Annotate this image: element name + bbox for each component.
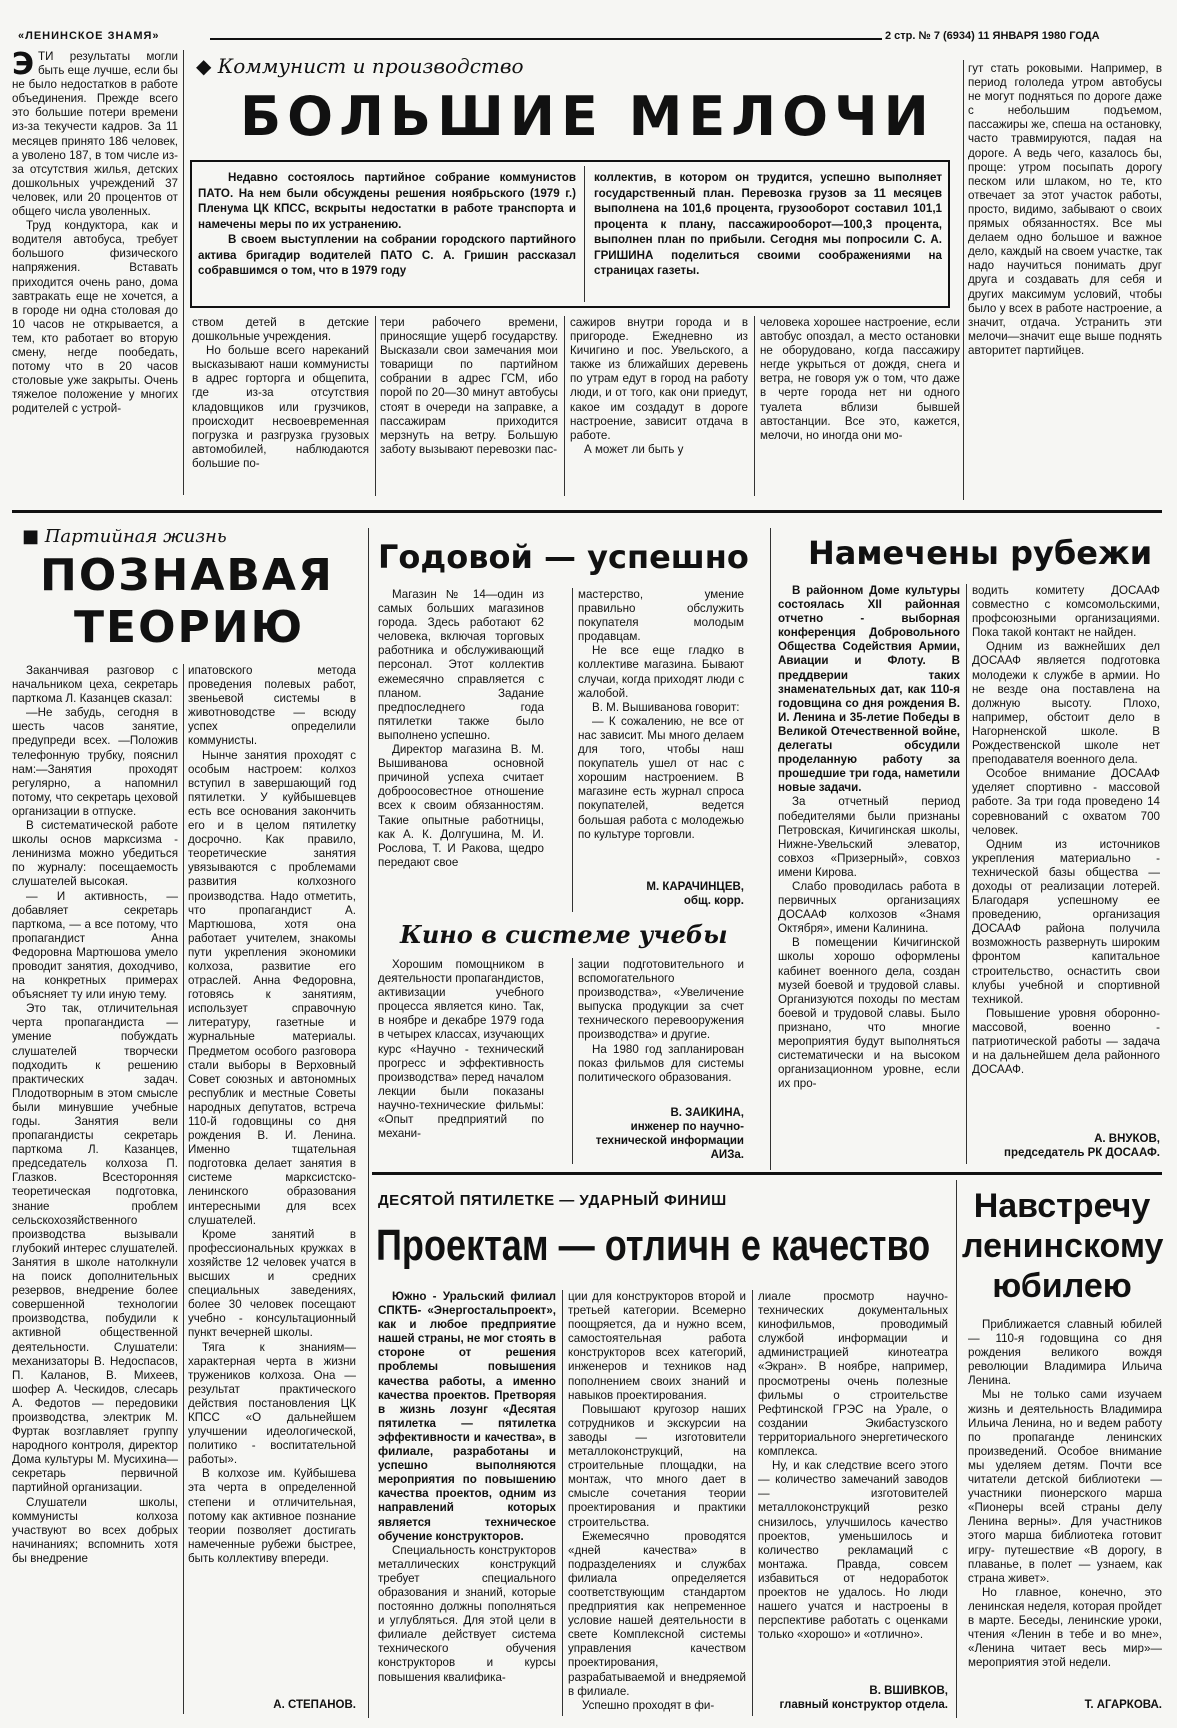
a5-paragraph: В помещении Кичигинской школы хорошо оформлены кабинет военного дела, создан музей боевой и трудовой славы. Организуются походы по местам боевой и трудовой славы. Было признано, что многие мероприятия будут выполняться систематически и на высоком организационном уровне, если их про-: [778, 936, 960, 1091]
section-rule: [372, 1172, 1162, 1175]
a5-headline: Намечены рубежи: [808, 534, 1153, 572]
a1-paragraph: гут стать роковыми. Например, в период гололеда утром автобусы не могут подняться по дороге даже с небольшим подъемом, пассажиры же, спеша на остановку, часто травмируются, падая на дороге. А ведь чего, казалось бы, проще: утром посыпать дорогу песком или шлаком, но те, кто отвечает за этот участок работы, просто, видимо, забывают о своих прямых обязанностях. Все мы делаем одно большое и важное дело, каждый на своем участке, так надо научиться понимать друг друга и создавать для себя и других максимум условий, чтобы было у всех в работе настроение, а значит, отдача. Устранить эти мелочи—значит еще выше поднять авторитет партийцев.: [968, 62, 1162, 357]
a2-column-1: [12, 664, 178, 1718]
a6-signature: [758, 1684, 948, 1712]
a6-paragraph: лиале просмотр научно-технических документальных кинофильмов, проводимый службой информации и администрацией кинотеатра «Экран». В ноябре, например, просмотрены очень полезные фильмы о строительстве Рефтинской ГРЭС на Урале, о создании Экибастузского территориального энергетического комплекса.: [758, 1290, 948, 1459]
a4-paragraph: Хорошим помощником в деятельности пропагандистов, активизации учебного процесса является кино. Так, в ноябре и декабре 1979 года в четырех классах, изучающих курс «Научно - технический прогресс и эффективность производства» перед началом лекции были показаны научно-технические фильмы: «Опыт предприятий по механи-: [378, 958, 544, 1141]
a5-signature: [972, 1132, 1160, 1160]
a1-lead-paragraph: Недавно состоялось партийное собрание коммунистов ПАТО. На нем были обсуждены решения ноябрьского (1979 г.) Пленума ЦК КПСС, вскрыты недостатки в работе транспорта и намечены меры по их устранению.: [198, 171, 576, 231]
a4-paragraph: зации подготовительного и вспомогательного производства», «Увеличение выпуска продукции за счет технического перевооружения производства» и другие.: [578, 958, 744, 1042]
a2-headline-line-2: ТЕОРИЮ: [74, 602, 305, 653]
a1-paragraph: А может ли быть у: [584, 442, 684, 456]
masthead-rule: [210, 38, 882, 40]
a4-paragraph: На 1980 год запланирован показ фильмов для системы политического образования.: [578, 1042, 744, 1084]
column-divider: [584, 166, 585, 302]
a7-column: [968, 1318, 1162, 1694]
a4-signature: [578, 1106, 744, 1162]
a1-rubric: ◆ Коммунист и производство: [196, 54, 524, 78]
column-divider: [183, 664, 184, 1714]
column-divider: [183, 50, 184, 495]
a6-kicker: ДЕСЯТОЙ ПЯТИЛЕТКЕ — УДАРНЫЙ ФИНИШ: [378, 1192, 727, 1209]
a4-headline: Кино в системе учебы: [400, 920, 728, 949]
a2-paragraph: Это так, отличительная черта пропагандиста — умение побуждать слушателей творчески подходить к решению практических задач. Плодотворным в этом смысле были минувшие учебные годы. Занятия вели пропагандисты секретарь парткома Л. Казанцев, председатель колхоза П. Глазков. Всесторонняя теоретическая подготовка, знание проблем сельскохозяйственного производства вызывали глубокий интерес слушателей. Занятия в школе натолкнули на поиск дополнительных резервов, внедрение более совершенной технологии производства, побудили к активной общественной деятельности. Слушатели: механизаторы В. Недоспасов, П. Каланов, В. Михеев, шофер А. Ческидов, слесарь А. Федотов — передовики производства, электрик М. Фуртак возглавляет группу народного контроля, директор Дома культуры М. Мусихина—секретарь первичной партийной организации.: [12, 1002, 178, 1495]
a1-column-2: [192, 316, 369, 500]
a6-paragraph: Повышают кругозор наших сотрудников и экскурсии на заводы — изготовители металлоконструкций, на строительные площадки, на монтаж, что много дает в смысле сочетания теории проектирования и практики строительства.: [568, 1402, 746, 1529]
a3-paragraph: Магазин № 14—один из самых больших магазинов города. Здесь работают 62 человека, включая торговых работника и обслуживающий персонал. Этот коллектив ежемесячно справляется с планом. Задание предпоследнего года пятилетки также было выполнено успешно.: [378, 588, 544, 742]
a5-author: А. ВНУКОВ,: [1094, 1133, 1160, 1145]
a6-paragraph: ции для конструкторов второй и третьей категории. Всемерно поощряется, да и нужно всем, самостоятельная работа конструкторов всех категорий, инженеров и техников над пополнением своих знаний и навыков проектирования.: [568, 1290, 746, 1402]
a2-paragraph: — И активность, — добавляет секретарь парткома, — а все потому, что пропагандист Анна Федоровна Мартюшова умело проводит занятия, доходчиво, на конкретных примерах объясняет ту или иную тему.: [12, 889, 178, 1002]
column-divider: [562, 1290, 563, 1716]
a3-paragraph: Директор магазина В. М. Вышиванова основной причиной успеха считает доброосовестное отношение всех к своим обязанностям. Такие опытные работницы, как А. К. Долгушина, М. И. Рослова, Т. И Ракова, щедро передают свое: [378, 743, 544, 869]
a1-paragraph: тери рабочего времени, приносящие ущерб государству. Высказали свои замечания мои товарищи по партийном собрании в адрес ГСМ, ибо порой по 20—30 минут автобусы стоят в очереди на заправке, а пассажирам приходится мерзнуть на ветру. Большую заботу вызывают перевозки пас-: [380, 316, 558, 456]
a3-paragraph: мастерство, умение правильно обслужить покупателя молодым продавцам.: [578, 588, 744, 644]
a5-paragraph: В районном Доме культуры состоялась XII районная отчетно - выборная конференция Добровольного Общества Содействия Армии, Авиации и Флоту. В преддверии таких знаменательных дат, как 110-я годовщина со дня рождения В. И. Ленина и 35-летие Победы в Великой Отечественной войне, делегаты обсудили проделанную работу за прошедшие три года, наметили новые задачи.: [778, 584, 960, 795]
a7-signature: Т. АГАРКОВА.: [1084, 1699, 1162, 1711]
a5-author-title: председатель РК ДОСААФ.: [1004, 1147, 1160, 1159]
a6-headline: Проектам — отличн е качество: [376, 1221, 931, 1270]
a2-paragraph: Слушатели школы, коммунисты колхоза участвуют во всех добрых начинаниях; вспомнить хотя бы внедрение: [12, 1495, 178, 1565]
a2-rubric: ■ Партийная жизнь: [22, 526, 227, 547]
column-divider: [966, 584, 967, 1164]
a2-rubric-text: Партийная жизнь: [44, 526, 227, 547]
column-divider: [572, 958, 573, 1164]
a6-paragraph: Ну, и как следствие всего этого — количество замечаний заводов — изготовителей металлоконструкций резко снизилось, улучшилось качество проектов, уменьшилось и количество рекламаций с монтажа. Правда, совсем избавиться от недоработок проектов не удалось. Но люди нашего учатся и настроены в перспективе работать с оценками только «хорошо» и «отлично».: [758, 1459, 948, 1642]
a6-paragraph: Успешно проходят в фи-: [582, 1698, 715, 1712]
a1-headline: БОЛЬШИЕ МЕЛОЧИ: [240, 85, 935, 148]
a1-lead-paragraph: В своем выступлении на собрании городского партийного актива бригадир водителей ПАТО С. А. Гришин рассказал собравшимся о том, что в 1979 году: [198, 233, 576, 277]
newspaper-name: «ЛЕНИНСКОЕ ЗНАМЯ»: [18, 30, 160, 42]
a7-headline-line-1: Навстречу: [973, 1187, 1151, 1225]
a1-paragraph: сажиров внутри города и в пригороде. Ежедневно из Кичигино и пос. Увельского, а также из ближайших деревень по утрам едут в город на работу люди, и от того, как они приедут, какое им создадут в дороге настроение, зависит отдача в работе.: [570, 316, 748, 442]
a7-headline: [962, 1186, 1162, 1306]
a2-paragraph: Заканчивая разговор с начальником цеха, секретарь парткома Л. Казанцев сказал:: [12, 664, 178, 706]
a2-signature: А. СТЕПАНОВ.: [273, 1699, 356, 1711]
a2-paragraph: В систематической работе школы основ марксизма - ленинизма можно убедиться по журналу: посещаемость слушателей высокая.: [12, 819, 178, 889]
a3-author-title: общ. корр.: [683, 895, 744, 907]
a7-headline-line-2: ленинскому: [962, 1227, 1164, 1265]
column-divider: [368, 528, 369, 1718]
a7-paragraph: Мы не только сами изучаем жизнь и деятельность Владимира Ильича Ленина, но и ведем работу по пропаганде ленинских произведений. Особое внимание мы уделяем детям. Почти все читатели детской библиотеки — участники пионерского марша «Пионеры всей страны делу Ленина верны». Для участников этого марша библиотека готовит игру- путешествие «В дорогу, в плаванье, в полет — узнаем, как страна живет».: [968, 1388, 1162, 1585]
a1-column-1: [12, 50, 178, 498]
a7-paragraph: Но главное, конечно, это ленинская неделя, которая пройдет в марте. Беседы, ленинские уроки, чтения «Ленин в тебе и во мне», «Ленина читает весь мир»—мероприятия этой недели.: [968, 1585, 1162, 1670]
a2-column-2: [188, 664, 356, 1694]
column-divider: [754, 316, 755, 496]
a5-column-2: [972, 584, 1160, 1132]
a1-paragraph: человека хорошее настроение, если автобус опоздал, а место остановки не оборудовано, когда пассажиру негде укрыться от дождя, снега и ветра, не говоря уж о том, что даже в черте города нет ни одного туалета вблизи бывшей автостанции. Все это, кажется, мелочи, но иногда они мо-: [760, 316, 960, 442]
a2-paragraph: ипатовского метода проведения полевых работ, звеньевой системы в животноводстве — всюду успех определили коммунисты.: [188, 664, 356, 748]
a2-paragraph: —Не забудь, сегодня в шесть часов занятие, предупреди всех. —Положив телефонную трубку, пояснил нам:—Занятия проходят регулярно, а напомнил потому, что секретарь цеховой организации в отпуске.: [12, 706, 178, 818]
a5-paragraph: Одним из источников укрепления материально - технической базы общества — доходы от реализации лотерей. Благодаря успешному ее проведению, организация ДОСААФ района получила возможность развернуть широким фронтом капитальное строительство, оснастить свои клубы учебной и спортивной техникой.: [972, 837, 1160, 1006]
a6-column-1: [378, 1290, 556, 1718]
a2-paragraph: Нынче занятия проходят с особым настроем: колхоз вступил в завершающий год пятилетки. У куйбышевцев есть все основания закончить его и в целом пятилетку досрочно. Как правило, теоретические занятия увязываются с проблемами развития колхозного производства. Надо отметить, что пропагандист А. Мартюшова, хотя она работает учителем, знакомы пути укрепления экономики колхоза, развитие его отраслей. Анна Федоровна, готовясь к занятиям, использует справочную литературу, газетные и журнальные материалы. Предметом особого разговора стали выборы в Верховный Совет союзных и автономных республик и местные Советы народных депутатов, встреча 110-й годовщины со дня рождения В. И. Ленина. Именно тщательная подготовка делает занятия в системе марксистско-ленинского образования интересными для всех слушателей.: [188, 748, 356, 1227]
a1-column-3: [380, 316, 558, 500]
column-divider: [375, 316, 376, 496]
a1-paragraph: Но больше всего нареканий высказывают наши коммунисты в адрес горторга и общепита, где из-за отсутствия кладовщиков или грузчиков, происходит несвоевременная погрузка и разгрузка грузовых автомобилей, наблюдаются большие по-: [192, 344, 369, 470]
a4-column-2: [578, 958, 744, 1108]
a1-lead-right: коллектив, в котором он трудится, успешно выполняет государственный план. Перевозка грузов за 11 месяцев выполнена на 101,6 процента, грузооборот составил 101,1 процента к плану, пассажирооборот—100,3 процента, выполнен план по прибыли. Сегодня мы попросили С. А. ГРИШИНА поделиться своими соображениями на страницах газеты.: [594, 171, 942, 277]
column-divider: [564, 316, 565, 496]
a3-paragraph: Не все еще гладко в коллективе магазина. Бывают случаи, когда приходят люди с жалобой.: [578, 644, 744, 700]
a6-author-title: главный конструктор отдела.: [779, 1699, 948, 1711]
a5-paragraph: водить комитету ДОСААФ совместно с комсомольскими, профсоюзными организациями. Пока такой контакт не найден.: [972, 584, 1160, 640]
a5-paragraph: Слабо проводилась работа в первичных организациях ДОСААФ колхозов «Знамя Октября», имени Калинина.: [778, 879, 960, 936]
a4-author-title: инженер по научно-технической информации АИЗа.: [595, 1121, 744, 1161]
a1-column-4: [570, 316, 748, 500]
a1-paragraph: Труд кондуктора, как и водителя автобуса, требует большого физического напряжения. Вставать приходится очень рано, дома завтракать еще не хочется, а в городе ни одна столовая до 10 часов не открывается, а тем, кто работает во вторую смену, негде пообедать, потому что в 20 часов столовые уже закрыты. Очень тяжелое положение у многих родителей с устрой-: [12, 219, 178, 416]
column-divider: [956, 1180, 957, 1718]
a6-paragraph: Южно - Уральский филиал СПКТБ- «Энергостальпроект», как и любое предприятие нашей страны, не мог стоять в стороне от решения проблемы повышения качества работы, а именно качества проектов. Претворяя в жизнь лозунг «Десятая пятилетка — пятилетка эффективности и качества», в филиале, разработаны и успешно выполняются мероприятия по повышению качества проектов, одним из направлений которых является техническое обучение конструкторов.: [378, 1290, 556, 1543]
a5-paragraph: За отчетный период победителями были признаны Петровская, Кичигинская школы, Нижне-Увельский элеватор, совхоз «Призерный», совхоз имени Кирова.: [778, 795, 960, 879]
a3-signature: [578, 880, 744, 908]
column-divider: [572, 588, 573, 912]
a6-paragraph: Ежемесячно проводятся «дней качества» в подразделениях и службах филиала определяется соответствующим стандартом предприятия как непременное условие нашей деятельности в свете Комплексной системы управления качеством проектирования, разрабатываемой и внедряемой в филиале.: [568, 1529, 746, 1698]
a6-column-2: [568, 1290, 746, 1718]
a2-headline-line-1: ПОЗНАВАЯ: [40, 550, 334, 601]
a2-paragraph: В колхозе им. Куйбышева эта черта в определенной степени и отличительная, потому как активное познание теории позволяет достигать намеченные рубежи быстрее, быть коллективу впереди.: [188, 1467, 356, 1565]
issue-line: 2 стр. № 7 (6934) 11 ЯНВАРЯ 1980 ГОДА: [885, 30, 1100, 42]
a7-paragraph: Приближается славный юбилей — 110-я годовщина со дня рождения великого вождя революции Владимира Ильича Ленина.: [968, 1318, 1162, 1388]
column-divider: [752, 1290, 753, 1716]
a1-lead-left: [198, 170, 576, 279]
a1-rubric-text: Коммунист и производство: [217, 54, 524, 78]
a6-author: В. ВШИВКОВ,: [869, 1685, 948, 1697]
column-divider: [770, 528, 771, 1170]
a3-paragraph: — К сожалению, не все от нас зависит. Мы много делаем для того, чтобы наш покупатель ушел от нас с хорошим настроением. В магазине есть журнал спроса покупателей, ведется большая работа с молодежью по культуре торговли.: [578, 714, 744, 841]
a1-paragraph: ТИ результаты могли быть еще лучше, если бы не было недостатков в работе объединения. Прежде всего это большие потери времени из-за текучести кадров. За 11 месяцев принято 186 человек, а уволено 187, в том числе из-за отсутствия жилья, детских дошкольных учреждений 37 человек, или 20 процентов от общего числа уволенных.: [12, 50, 178, 219]
a5-paragraph: Особое внимание ДОСААФ уделяет спортивно - массовой работе. За три года проведено 14 соревнований с охватом 700 человек.: [972, 767, 1160, 837]
a3-column-2: [578, 588, 744, 884]
section-rule: [12, 510, 1162, 513]
a1-dropcap: Э: [12, 50, 35, 82]
a1-column-5: [760, 316, 960, 500]
a5-paragraph: Одним из важнейших дел ДОСААФ является подготовка молодежи к службе в армии. Но не везде она поставлена на должную высоту. Плохо, например, обстоит дело в Нагорненской школе. В Рождественской школе нет преподавателя военного дела.: [972, 640, 1160, 767]
a3-headline: Годовой — успешно: [378, 538, 749, 576]
a1-paragraph: ством детей в детские дошкольные учреждения.: [192, 316, 369, 344]
a6-paragraph: Специальность конструкторов металлических конструкций требует специального образования и знаний, которые постоянно должны пополняться и углубляться. Для этой цели в филиале действует система технического обучения конструкторов и курсы повышения квалифика-: [378, 1543, 556, 1684]
a5-column-1: [778, 584, 960, 1170]
a7-headline-line-3: юбилею: [992, 1267, 1132, 1305]
a1-column-6: [968, 62, 1162, 500]
a3-column-1: [378, 588, 544, 908]
column-divider: [963, 60, 964, 500]
a2-paragraph: Кроме занятий в профессиональных кружках в хозяйстве 12 человек учатся в высших и средних специальных заведениях, более 30 человек посещают учебно - консультационный пункт вечерней школы.: [188, 1227, 356, 1340]
a4-author: В. ЗАИКИНА,: [670, 1107, 744, 1119]
a3-paragraph: В. М. Вышиванова говорит:: [592, 700, 740, 714]
a4-column-1: [378, 958, 544, 1168]
a6-column-3: [758, 1290, 948, 1682]
a5-paragraph: Повышение уровня оборонно-массовой, военно - патриотической работы — задача и на дальнейшем дела районного ДОСААФ.: [972, 1006, 1160, 1077]
a3-author: М. КАРАЧИНЦЕВ,: [646, 881, 744, 893]
a2-paragraph: Тяга к знаниям— характерная черта в жизни тружеников колхоза. Она —результат практического действия постановления ЦК КПСС «О дальнейшем улучшении идеологической, политико - воспитательной работы».: [188, 1340, 356, 1467]
